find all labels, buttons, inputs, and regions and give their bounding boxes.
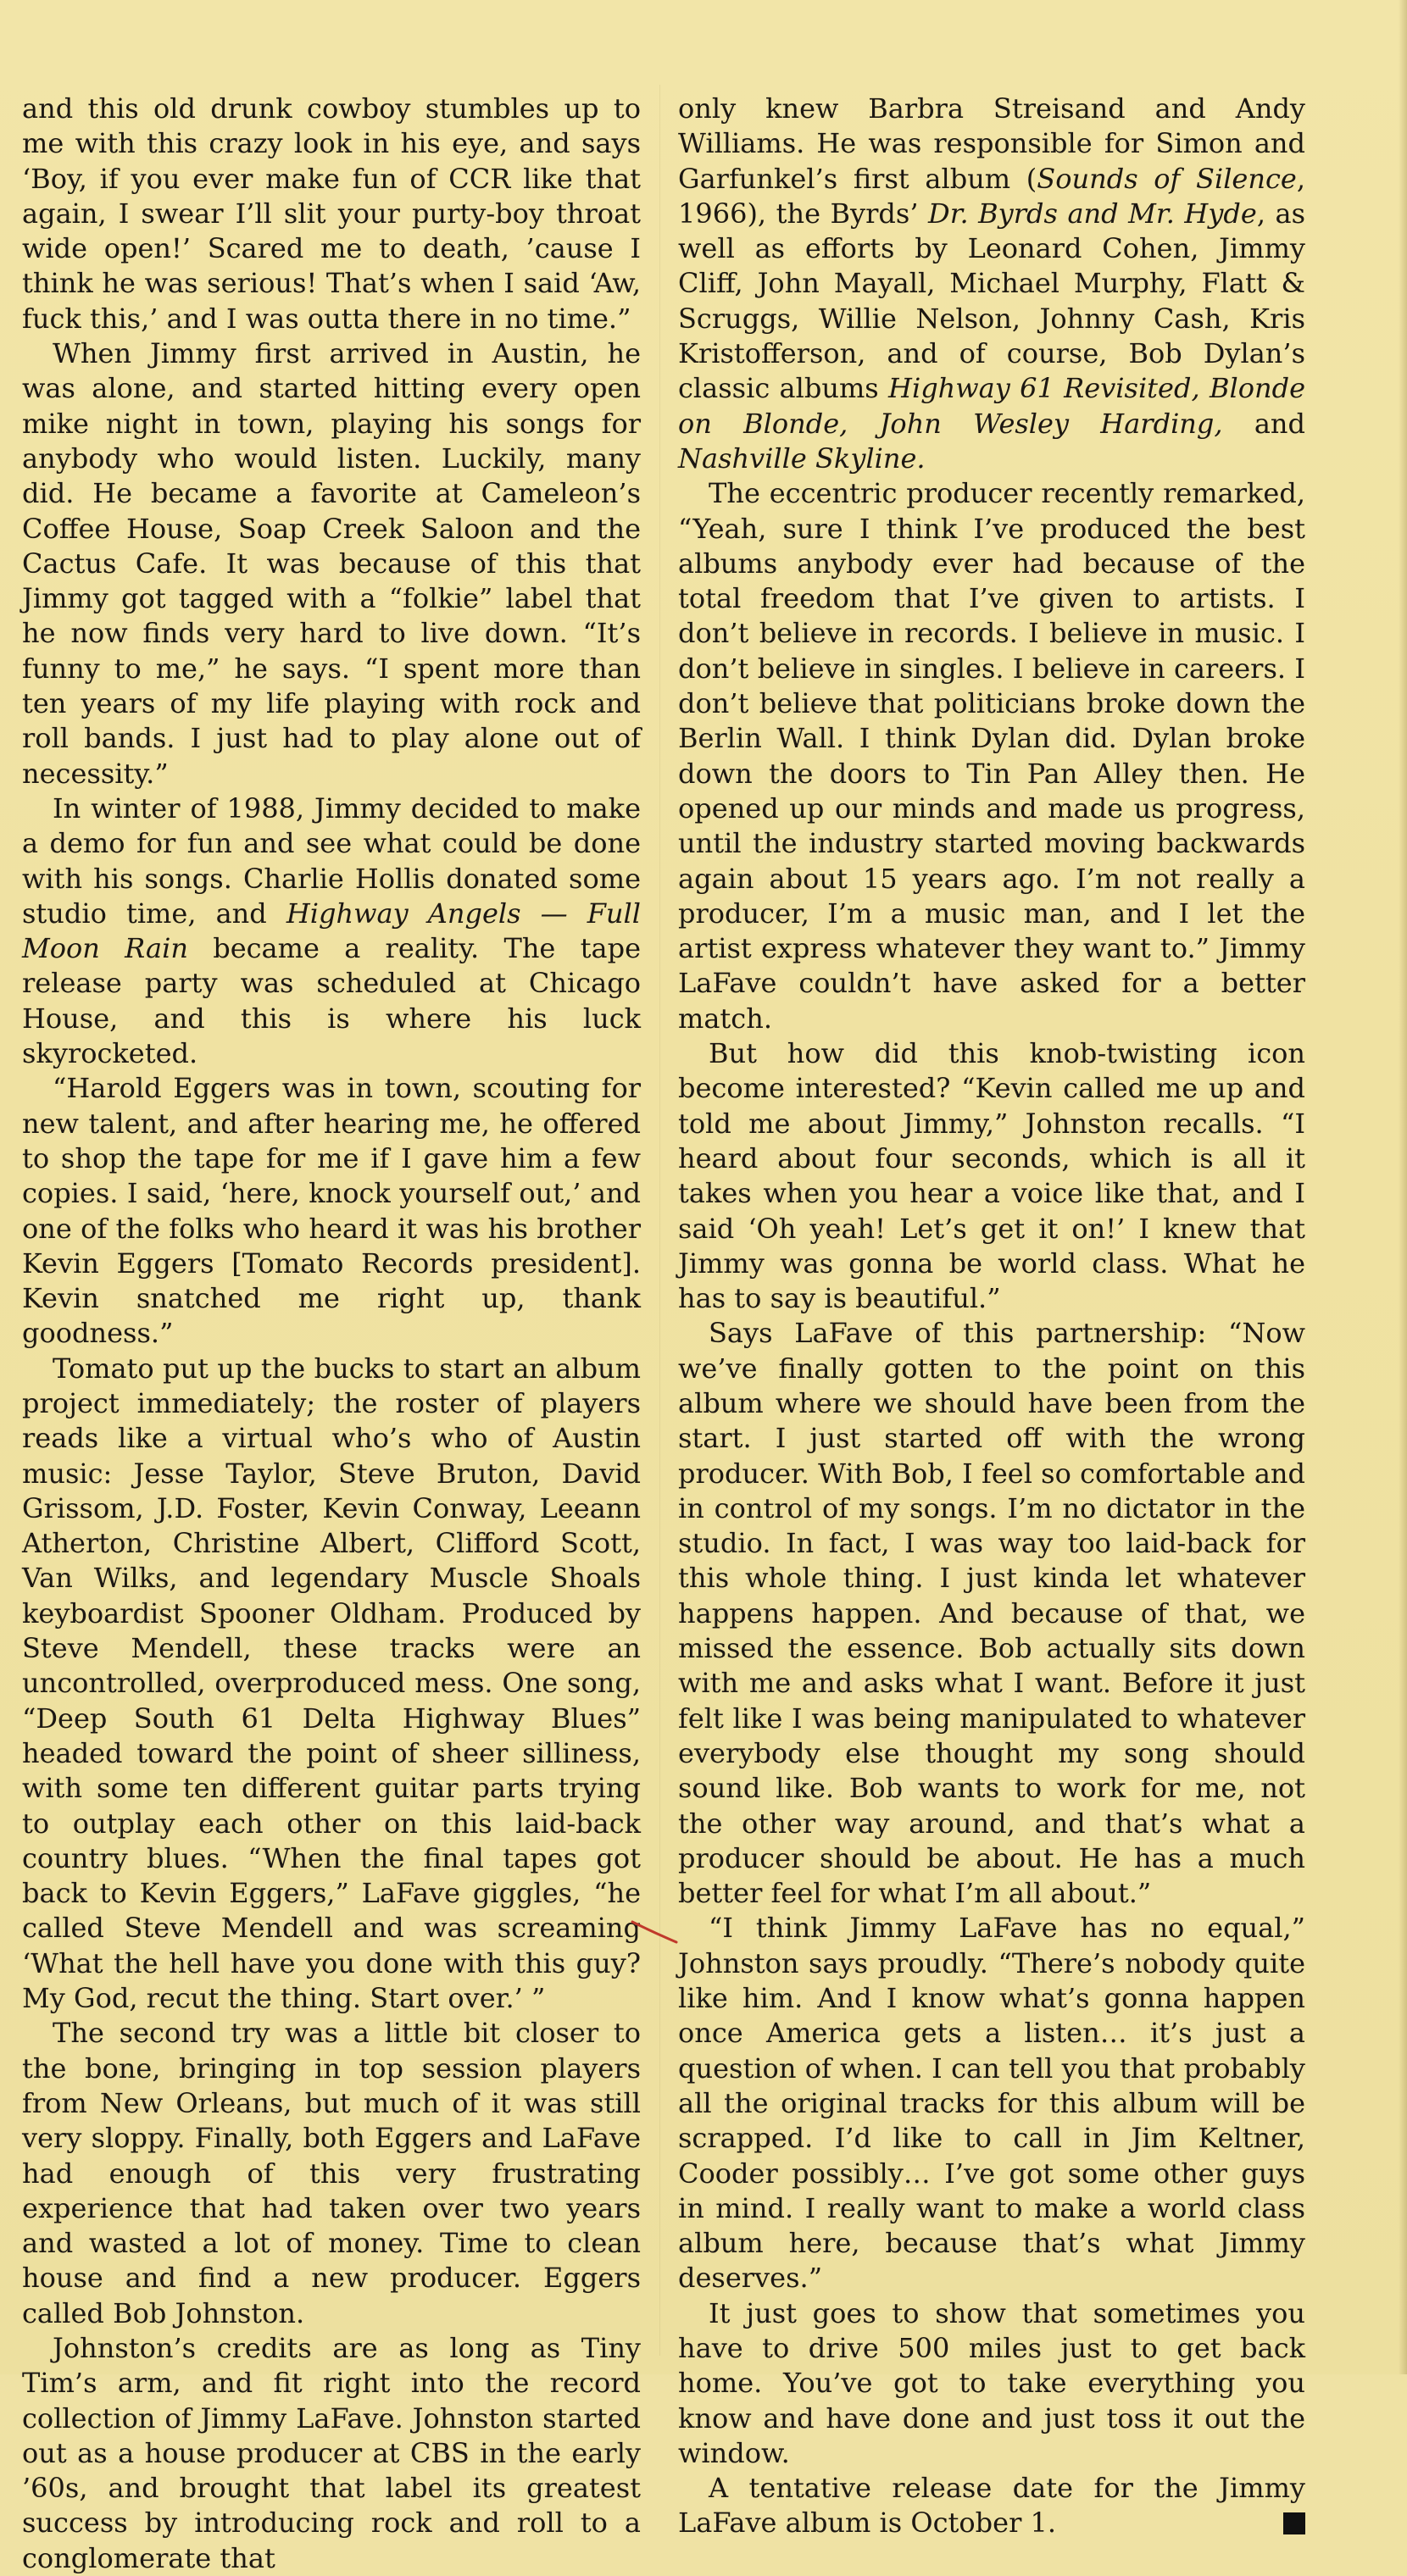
album-title: Nashville Skyline. xyxy=(678,441,926,475)
paragraph: “I think Jimmy LaFave has no equal,” Johnston says proudly. “There’s nobody quite like him. And I know what’s gonna happen once America gets a listen… it’s just a question of when. I can tell you that probably all the original tracks for this album will be scrapped. I’d like to call in Jim Keltner, Cooder possibly… I’ve got some other guys in mind. I really want to make a world class album here, because that’s what Jimmy deserves.” xyxy=(678,1912,1305,2295)
album-title: Sounds of Silence xyxy=(1037,162,1297,195)
paragraph-text: In winter of 1988, Jimmy decided to make a demo for fun and see what could be done with his songs. Charlie Hollis donated some studio time, and xyxy=(22,791,641,930)
end-of-article-mark xyxy=(1283,2512,1305,2534)
album-title: Dr. Byrds and Mr. Hyde xyxy=(928,197,1257,230)
paragraph xyxy=(678,92,1305,476)
paragraph: Says LaFave of this partnership: “Now we’ve finally gotten to the point on this album where we should have been from the start. I just started off with the wrong producer. With Bob, I feel so comfortable and in control of my songs. I’m no dictator in the studio. In fact, I was way too laid-back for this whole thing. I just kinda let whatever happens happen. And because of that, we missed the essence. Bob actually sits down with me and asks what I want. Before it just felt like I was being manipulated to whatever everybody else thought my song should sound like. Bob wants to work for me, not the other way around, and that’s what a producer should be about. He has a much better feel for what I’m all about.” xyxy=(678,1317,1305,1910)
page-edge-shadow xyxy=(1399,0,1407,2374)
paragraph-text: , 1966), the Byrds’ xyxy=(678,162,1306,230)
paragraph: The second try was a little bit closer to the bone, bringing in top session players from New Orleans, but much of it was still very sloppy. Finally, both Eggers and LaFave had enough of this very frustrating experience that had taken over two years and wasted a lot of money. Time to clean house and find a new producer. Eggers called Bob Johnston. xyxy=(22,2017,641,2329)
paragraph: It just goes to show that sometimes you have to drive 500 miles just to get back home. You’ve got to take everything you know and have done and just toss it out the window. xyxy=(678,2296,1305,2469)
paragraph-text: A tentative release date for the Jimmy LaFave album is October 1. xyxy=(678,2472,1305,2540)
paragraph: The eccentric producer recently remarked, “Yeah, sure I think I’ve produced the best albums anybody ever had because of the total freedom that I’ve given to artists. I don’t believe in records. I believe in music. I don’t believe in singles. I believe in careers. I don’t believe that politicians broke down the Berlin Wall. I think Dylan did. Dylan broke down the doors to Tin Pan Alley then. He opened up our minds and made us progress, until the industry started moving backwards again about 15 years ago. I’m not really a producer, I’m a music man, and I let the artist express whatever they want to.” Jimmy LaFave couldn’t have asked for a better match. xyxy=(678,477,1305,1035)
right-column xyxy=(678,92,1305,2541)
paragraph: Tomato put up the bucks to start an album project immediately; the roster of players reads like a virtual who’s who of Austin music: Jesse Taylor, Steve Bruton, David Grissom, J.D. Foster, Kevin Conway, Leeann Atherton, Christine Albert, Clifford Scott, Van Wilks, and legendary Muscle Shoals keyboardist Spooner Oldham. Produced by Steve Mendell, these tracks were an uncontrolled, overproduced mess. One song, “Deep South 61 Delta Highway Blues” headed toward the point of sheer silliness, with some ten different guitar parts trying to outplay each other on this laid-back country blues. “When the final tapes got back to Kevin Eggers,” LaFave giggles, “he called Steve Mendell and was screaming ‘What the hell have you done with this guy? My God, recut the thing. Start over.’ ” xyxy=(22,1352,641,2015)
paragraph-text: , as well as efforts by Leonard Cohen, Jimmy Cliff, John Mayall, Michael Murphy, Flatt & Scruggs, Willie Nelson, Johnny Cash, Kris Kristofferson, and of course, Bob Dylan’s classic albums xyxy=(678,197,1306,405)
paragraph: “Harold Eggers was in town, scouting for new talent, and after hearing me, he offered to shop the tape for me if I gave him a few copies. I said, ‘here, knock yourself out,’ and one of the folks who heard it was his brother Kevin Eggers [Tomato Records president]. Kevin snatched me right up, thank goodness.” xyxy=(22,1072,641,1350)
paragraph: When Jimmy first arrived in Austin, he was alone, and started hitting every open mike night in town, playing his songs for anybody who would listen. Luckily, many did. He became a favorite at Cameleon’s Coffee House, Soap Creek Saloon and the Cactus Cafe. It was because of this that Jimmy got tagged with a “folkie” label that he now finds very hard to live down. “It’s funny to me,” he says. “I spent more than ten years of my life playing with rock and roll bands. I just had to play alone out of necessity.” xyxy=(22,337,641,790)
paragraph: and this old drunk cowboy stumbles up to me with this crazy look in his eye, and says ‘Boy, if you ever make fun of CCR like that again, I swear I’ll slit your purty-boy throat wide open!’ Scared me to death, ’cause I think he was serious! That’s when I said ‘Aw, fuck this,’ and I was outta there in no time.” xyxy=(22,92,641,335)
red-pen-mark xyxy=(629,1917,683,1951)
album-title: Highway Angels — Full Moon Rain xyxy=(22,897,642,965)
paragraph: Johnston’s credits are as long as Tiny Tim’s arm, and fit right into the record collection of Jimmy LaFave. Johnston started out as a house producer at CBS in the early ’60s, and brought that label its greatest success by introducing rock and roll to a conglomerate that xyxy=(22,2332,641,2574)
paragraph-text: and xyxy=(1222,407,1306,440)
left-column xyxy=(22,92,641,2576)
paragraph: But how did this knob-twisting icon become interested? “Kevin called me up and told me about Jimmy,” Johnston recalls. “I heard about four seconds, which is all it takes when you hear a voice like that, and I said ‘Oh yeah! Let’s get it on!’ I knew that Jimmy was gonna be world class. What he has to say is beautiful.” xyxy=(678,1037,1305,1315)
paragraph-text: only knew Barbra Streisand and Andy Williams. He was responsible for Simon and Garfunkel’s first album ( xyxy=(678,92,1305,195)
paragraph-final xyxy=(678,2471,1305,2541)
album-title: Highway 61 Revisited, Blonde on Blonde, John Wesley Harding, xyxy=(678,372,1306,440)
paragraph-text: became a reality. The tape release party was scheduled at Chicago House, and this is where his luck skyrocketed. xyxy=(22,932,642,1070)
column-gutter xyxy=(659,85,660,2356)
paragraph xyxy=(22,791,641,1071)
